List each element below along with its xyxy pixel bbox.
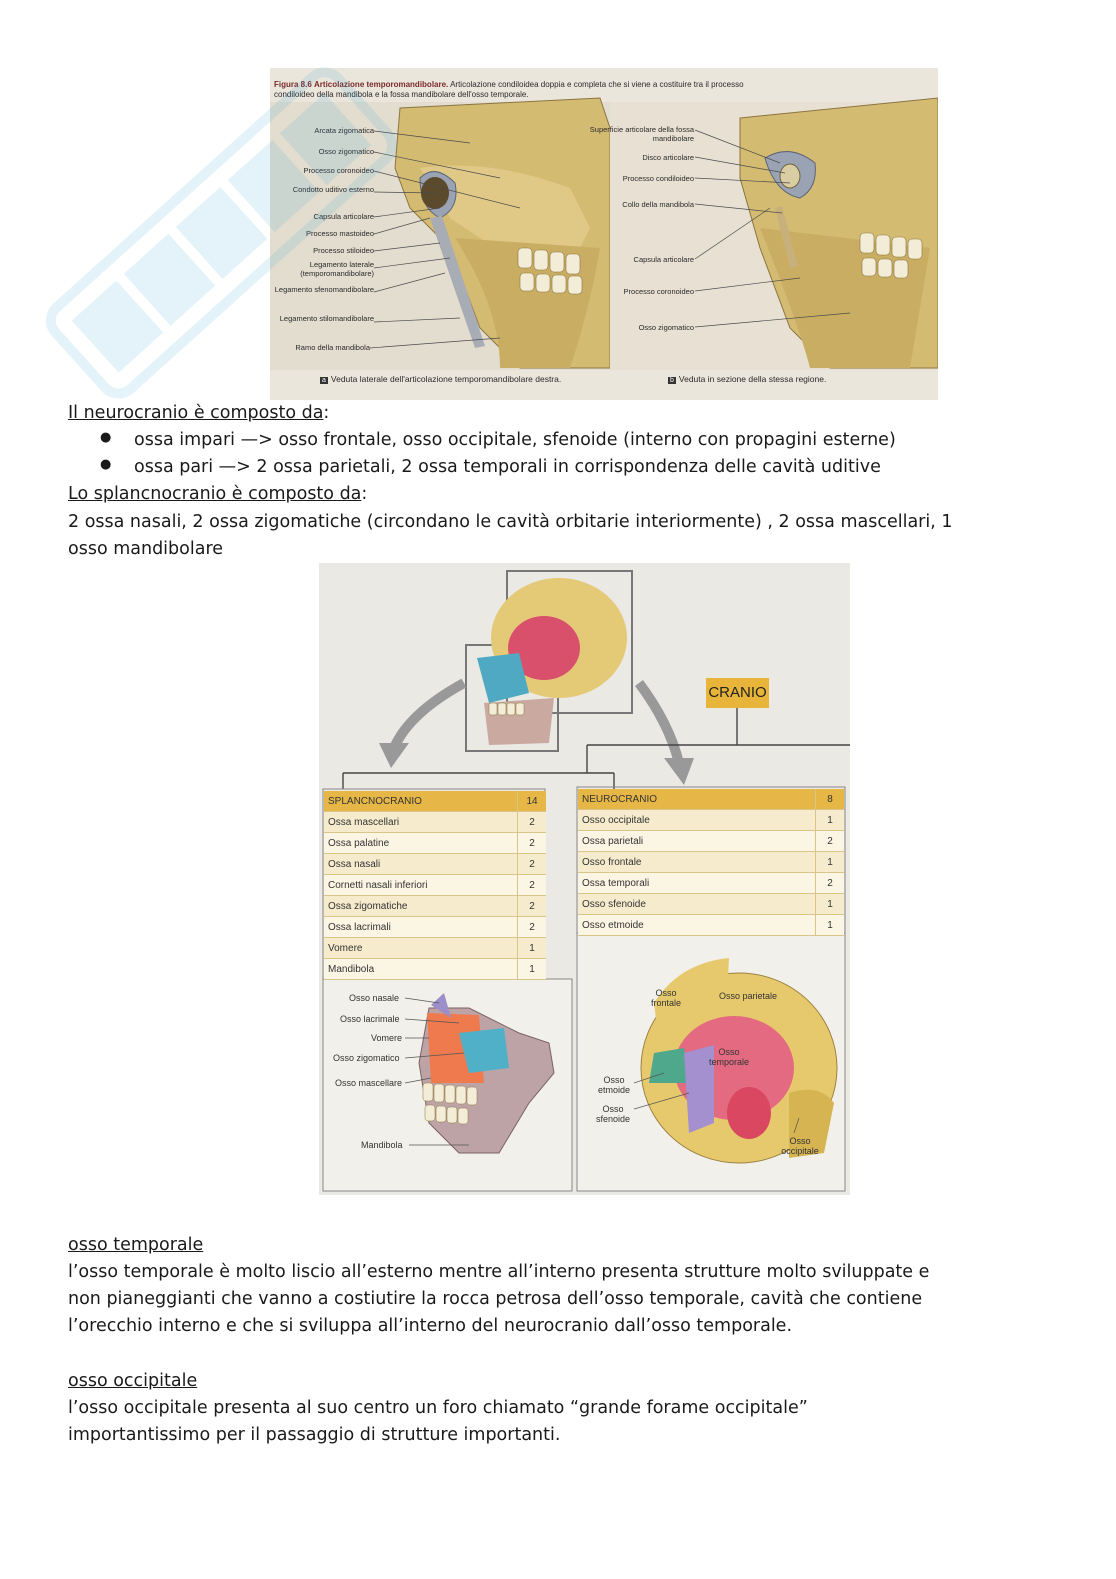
- table-cell-name: Osso etmoide: [578, 915, 816, 936]
- table-cell-count: 2: [518, 854, 547, 875]
- splancnocranio-table: [324, 791, 546, 980]
- label-capsula-articolare: Capsula articolare: [313, 212, 374, 221]
- table-row: [578, 831, 844, 852]
- bullet-dot: ●: [100, 430, 112, 445]
- table-cell-name: Osso frontale: [578, 852, 816, 873]
- label-processo-condiloideo: Processo condiloideo: [622, 174, 694, 183]
- table-row: [578, 810, 844, 831]
- label-ramo-mandibola: Ramo della mandibola: [295, 343, 370, 352]
- bullet-ossa-impari: ossa impari —> osso frontale, osso occipitale, sfenoide (interno con propagini esterne): [134, 430, 896, 450]
- label-osso-zigomatico: Osso zigomatico: [333, 1053, 400, 1063]
- table-cell-name: Ossa parietali: [578, 831, 816, 852]
- label-osso-nasale: Osso nasale: [349, 993, 400, 1003]
- table-header-total: 8: [816, 789, 845, 810]
- table-header-name: NEUROCRANIO: [578, 789, 816, 810]
- table-cell-count: 1: [816, 915, 845, 936]
- table-cell-count: 2: [518, 896, 547, 917]
- bullet-dot: ●: [100, 457, 112, 472]
- caption-b-tag: b: [670, 377, 674, 384]
- table-row: [578, 894, 844, 915]
- label-legamento-stilomandibolare: Legamento stilomandibolare: [279, 314, 374, 323]
- table-header-row: [324, 791, 546, 812]
- table-row: [324, 833, 546, 854]
- label-osso-zigomatico: Osso zigomatico: [318, 147, 374, 156]
- label-condotto-uditivo: Condotto uditivo esterno: [292, 185, 374, 194]
- caption-a: [320, 374, 561, 384]
- occipitale-line-1: l’osso occipitale presenta al suo centro un foro chiamato “grande forame occipitale”: [68, 1398, 808, 1418]
- table-cell-count: 1: [816, 894, 845, 915]
- table-cell-name: Ossa palatine: [324, 833, 518, 854]
- neurocranio-table: [578, 789, 844, 936]
- table-header-total: 14: [518, 791, 547, 812]
- table-cell-name: Ossa temporali: [578, 873, 816, 894]
- temporale-line-3: l’orecchio interno e che si sviluppa all’interno del neurocranio dall’osso temporale.: [68, 1316, 793, 1336]
- table-row: [324, 875, 546, 896]
- figure-description: Articolazione condiloidea doppia e completa che si viene a costituire tra il processo condiloideo della mandibola e la fossa mandibolare dell'osso temporale.: [274, 80, 744, 99]
- table-cell-count: 2: [518, 917, 547, 938]
- table-cell-count: 2: [816, 831, 845, 852]
- temporale-line-2: non pianeggianti che vanno a costiutire la rocca petrosa dell’osso temporale, cavità che contiene: [68, 1289, 923, 1309]
- table-row: [578, 915, 844, 936]
- table-row: [324, 896, 546, 917]
- table-cell-count: 1: [816, 852, 845, 873]
- label-osso-temporale: Osso temporale: [708, 1047, 750, 1067]
- figure-title: Articolazione temporomandibolare.: [314, 80, 449, 89]
- table-cell-count: 1: [816, 810, 845, 831]
- table-row: [324, 938, 546, 959]
- label-processo-coronoideo: Processo coronoideo: [303, 166, 374, 175]
- occipitale-line-2: importantissimo per il passaggio di strutture importanti.: [68, 1425, 561, 1445]
- table-row: [578, 873, 844, 894]
- table-cell-name: Ossa mascellari: [324, 812, 518, 833]
- table-cell-count: 2: [518, 833, 547, 854]
- bullet-ossa-pari: ossa pari —> 2 ossa parietali, 2 ossa temporali in corrispondenza delle cavità uditive: [134, 457, 881, 477]
- table-row: [324, 917, 546, 938]
- table-cell-count: 2: [518, 875, 547, 896]
- table-cell-count: 2: [816, 873, 845, 894]
- table-header-row: [578, 789, 844, 810]
- label-osso-zigomatico-b: Osso zigomatico: [638, 323, 694, 332]
- splancnocranio-heading-colon: :: [361, 484, 368, 504]
- label-collo-mandibola: Collo della mandibola: [622, 200, 694, 209]
- table-cell-name: Cornetti nasali inferiori: [324, 875, 518, 896]
- tmj-figure: [270, 68, 938, 400]
- caption-b-text: Veduta in sezione della stessa regione.: [678, 374, 827, 384]
- table-row: [578, 852, 844, 873]
- table-cell-count: 2: [518, 812, 547, 833]
- table-row: [324, 959, 546, 980]
- label-osso-parietale: Osso parietale: [719, 991, 778, 1001]
- label-arcata-zigomatica: Arcata zigomatica: [314, 126, 374, 135]
- table-cell-name: Vomere: [324, 938, 518, 959]
- label-processo-stiloideo: Processo stiloideo: [313, 246, 374, 255]
- temporale-heading: osso temporale: [68, 1235, 204, 1255]
- table-header-name: SPLANCNOCRANIO: [324, 791, 518, 812]
- label-superficie-articolare: Superficie articolare della fossa mandibolare: [589, 125, 694, 143]
- label-osso-etmoide: Osso etmoide: [597, 1075, 631, 1095]
- label-osso-sfenoide: Osso sfenoide: [595, 1104, 631, 1124]
- splancnocranio-line-1: 2 ossa nasali, 2 ossa zigomatiche (circondano le cavità orbitarie interiormente) , 2 ossa mascellari, 1: [68, 512, 953, 532]
- neurocranio-heading-text: Il neurocranio è composto da: [68, 403, 324, 423]
- label-osso-mascellare: Osso mascellare: [335, 1078, 403, 1088]
- caption-b: [668, 374, 826, 384]
- label-mandibola: Mandibola: [361, 1140, 403, 1150]
- splancnocranio-heading-text: Lo splancnocranio è composto da: [68, 484, 362, 504]
- figure-number: Figura 8.6: [274, 80, 312, 89]
- label-osso-occipitale: Osso occipitale: [781, 1136, 819, 1156]
- table-row: [324, 854, 546, 875]
- caption-a-text: Veduta laterale dell'articolazione temporomandibolare destra.: [330, 374, 562, 384]
- table-cell-count: 1: [518, 959, 547, 980]
- neurocranio-heading: [68, 400, 329, 427]
- label-processo-coronoideo-b: Processo coronoideo: [623, 287, 694, 296]
- table-cell-name: Ossa lacrimali: [324, 917, 518, 938]
- occipitale-heading: osso occipitale: [68, 1371, 198, 1391]
- splancnocranio-heading: [68, 481, 367, 508]
- splancnocranio-line-2: osso mandibolare: [68, 539, 224, 559]
- table-cell-count: 1: [518, 938, 547, 959]
- neurocranio-heading-colon: :: [323, 403, 330, 423]
- temporale-line-1: l’osso temporale è molto liscio all’esterno mentre all’interno presenta strutture molto sviluppate e: [68, 1262, 930, 1282]
- label-processo-mastoideo: Processo mastoideo: [306, 229, 374, 238]
- table-cell-name: Osso occipitale: [578, 810, 816, 831]
- label-osso-frontale: Osso frontale: [650, 988, 682, 1008]
- table-cell-name: Osso sfenoide: [578, 894, 816, 915]
- table-cell-name: Ossa nasali: [324, 854, 518, 875]
- table-row: [324, 812, 546, 833]
- table-cell-name: Mandibola: [324, 959, 518, 980]
- label-capsula-articolare-b: Capsula articolare: [633, 255, 694, 264]
- caption-a-tag: a: [322, 377, 326, 384]
- label-vomere: Vomere: [371, 1033, 403, 1043]
- cranio-figure: [319, 563, 850, 1195]
- label-legamento-laterale: Legamento laterale (temporomandibolare): [300, 260, 374, 278]
- label-legamento-sfenomandibolare: Legamento sfenomandibolare: [274, 285, 374, 294]
- label-disco-articolare: Disco articolare: [642, 153, 694, 162]
- table-cell-name: Ossa zigomatiche: [324, 896, 518, 917]
- label-osso-lacrimale: Osso lacrimale: [340, 1014, 400, 1024]
- cranio-label: CRANIO: [706, 678, 769, 708]
